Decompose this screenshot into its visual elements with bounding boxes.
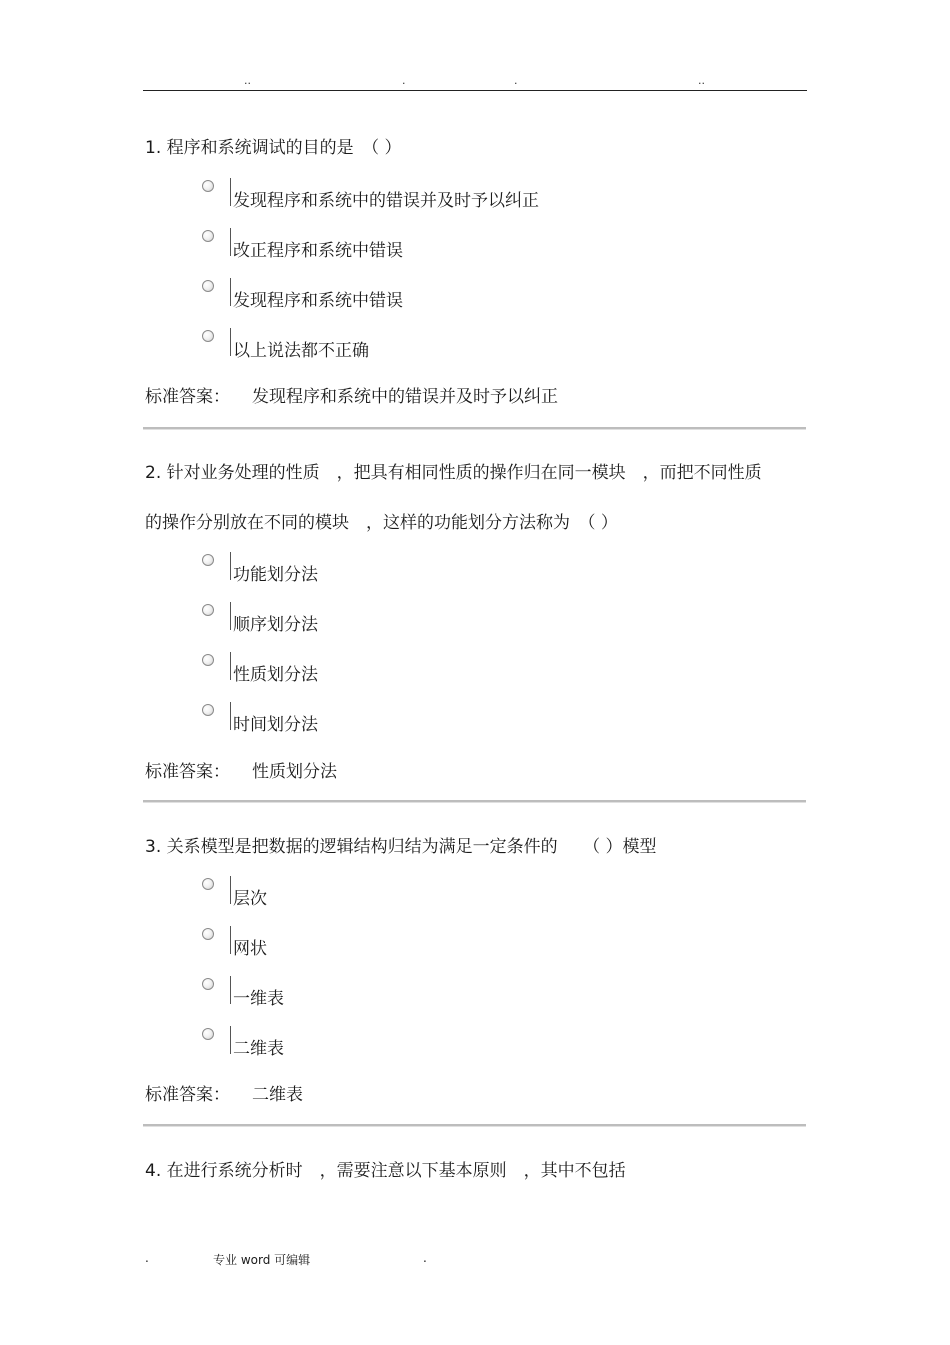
answer-value: 发现程序和系统中的错误并及时予以纠正 — [252, 387, 558, 407]
question-3-text: 3. 关系模型是把数据的逻辑结构归结为满足一定条件的 （ ）模型 — [145, 837, 657, 857]
option-label: 一维表 — [233, 989, 284, 1009]
option-separator — [230, 702, 231, 730]
header-mark: .. — [244, 74, 251, 87]
radio-button[interactable] — [202, 280, 214, 292]
option-separator — [230, 1026, 231, 1054]
question-2-text-line-2: 的操作分别放在不同的模块 ，这样的功能划分方法称为 （ ） — [145, 513, 618, 533]
radio-button[interactable] — [202, 704, 214, 716]
question-1-text: 1. 程序和系统调试的目的是 （ ） — [145, 138, 402, 158]
radio-button[interactable] — [202, 978, 214, 990]
option-label: 功能划分法 — [233, 565, 318, 585]
question-divider — [143, 1124, 806, 1127]
option-label: 性质划分法 — [233, 665, 318, 685]
question-2-answer — [145, 757, 337, 782]
option-separator — [230, 876, 231, 904]
radio-button[interactable] — [202, 654, 214, 666]
question-4-text: 4. 在进行系统分析时 ，需要注意以下基本原则 ，其中不包括 — [145, 1161, 626, 1181]
option-label: 层次 — [233, 889, 267, 909]
question-1-answer — [145, 382, 558, 407]
option-label: 以上说法都不正确 — [233, 341, 369, 361]
option-separator — [230, 976, 231, 1004]
radio-button[interactable] — [202, 230, 214, 242]
footer-mark: . — [145, 1251, 149, 1265]
option-separator — [230, 552, 231, 580]
question-3-answer — [145, 1080, 303, 1105]
radio-button[interactable] — [202, 180, 214, 192]
option-label: 改正程序和系统中错误 — [233, 241, 403, 261]
answer-label: 标准答案： — [145, 387, 230, 407]
answer-value: 性质划分法 — [252, 762, 337, 782]
radio-button[interactable] — [202, 554, 214, 566]
option-label: 二维表 — [233, 1039, 284, 1059]
radio-button[interactable] — [202, 330, 214, 342]
option-separator — [230, 178, 231, 206]
option-label: 发现程序和系统中错误 — [233, 291, 403, 311]
option-label: 顺序划分法 — [233, 615, 318, 635]
radio-button[interactable] — [202, 1028, 214, 1040]
header-rule — [143, 90, 807, 91]
answer-label: 标准答案： — [145, 762, 230, 782]
answer-label: 标准答案： — [145, 1085, 230, 1105]
page-header — [0, 74, 950, 88]
question-2-text-line-1: 2. 针对业务处理的性质 ，把具有相同性质的操作归在同一模块 ，而把不同性质 — [145, 463, 762, 483]
option-separator — [230, 602, 231, 630]
question-divider — [143, 800, 806, 803]
option-label: 时间划分法 — [233, 715, 318, 735]
option-separator — [230, 228, 231, 256]
footer-mark: . — [423, 1251, 427, 1265]
header-mark: . — [402, 74, 406, 87]
option-separator — [230, 652, 231, 680]
footer-text: 专业 word 可编辑 — [213, 1253, 311, 1267]
radio-button[interactable] — [202, 604, 214, 616]
header-mark: .. — [698, 74, 705, 87]
header-mark: . — [514, 74, 518, 87]
option-separator — [230, 328, 231, 356]
radio-button[interactable] — [202, 878, 214, 890]
answer-value: 二维表 — [252, 1085, 303, 1105]
question-divider — [143, 427, 806, 430]
option-separator — [230, 926, 231, 954]
radio-button[interactable] — [202, 928, 214, 940]
option-separator — [230, 278, 231, 306]
option-label: 网状 — [233, 939, 267, 959]
option-label: 发现程序和系统中的错误并及时予以纠正 — [233, 191, 539, 211]
